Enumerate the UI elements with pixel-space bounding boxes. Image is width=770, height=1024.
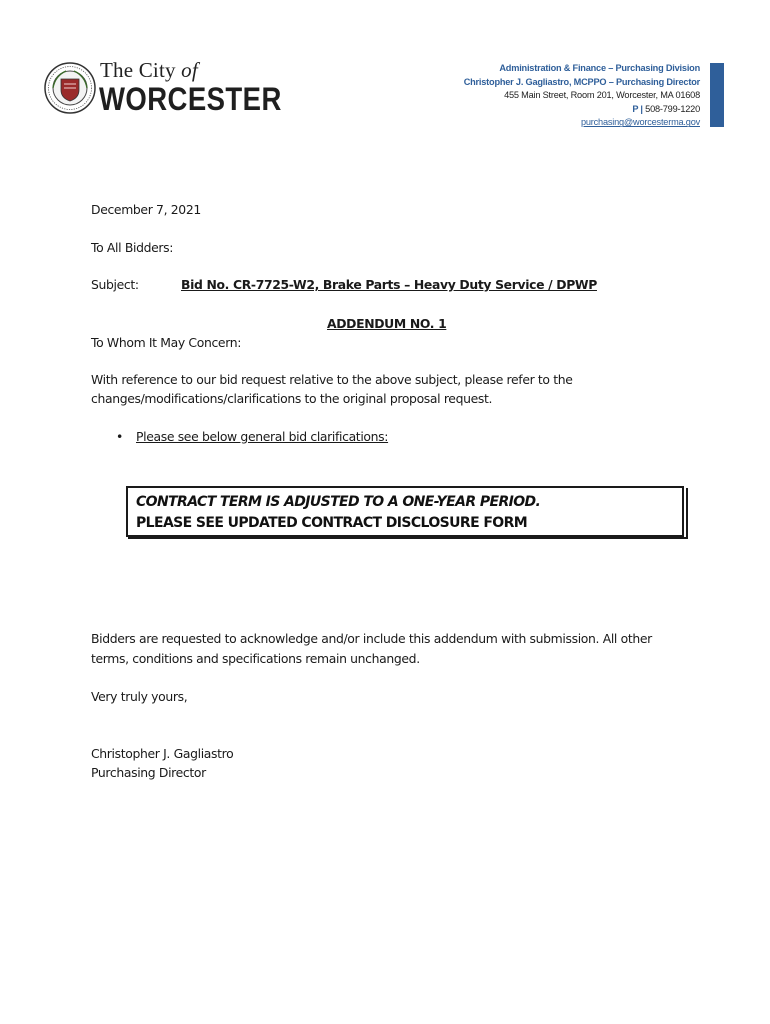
- intro-paragraph-line1: With reference to our bid request relative to the above subject, please refer to the: [91, 372, 573, 387]
- phone-label: P |: [632, 103, 643, 114]
- bullet-icon: •: [116, 429, 123, 444]
- bidders-salutation: To All Bidders:: [91, 240, 174, 255]
- bullet-clarifications: Please see below general bid clarifications:: [136, 429, 389, 444]
- closing-paragraph-line2: terms, conditions and specifications remain unchanged.: [91, 651, 420, 666]
- logo-of: of: [181, 58, 198, 82]
- subject-value: Bid No. CR-7725-W2, Brake Parts – Heavy Duty Service / DPWP: [181, 277, 597, 292]
- contract-notice-box: [126, 486, 684, 537]
- office-address: 455 Main Street, Room 201, Worcester, MA 01608: [504, 90, 700, 101]
- logo-worcester: WORCESTER: [99, 81, 282, 117]
- intro-paragraph-line2: changes/modifications/clarifications to the original proposal request.: [91, 391, 493, 406]
- notice-line-1: CONTRACT TERM IS ADJUSTED TO A ONE-YEAR PERIOD.: [136, 494, 541, 510]
- phone-line: [464, 103, 700, 117]
- director-name: Christopher J. Gagliastro, MCPPO – Purchasing Director: [463, 76, 700, 87]
- letter-date: December 7, 2021: [91, 202, 201, 217]
- addendum-heading: ADDENDUM NO. 1: [327, 316, 447, 331]
- concern-salutation: To Whom It May Concern:: [91, 335, 242, 350]
- signoff: Very truly yours,: [91, 689, 188, 704]
- email-link[interactable]: purchasing@worcesterma.gov: [580, 117, 700, 128]
- department-name: Administration & Finance – Purchasing Division: [499, 63, 700, 73]
- city-seal-icon: [44, 62, 96, 114]
- signer-name: Christopher J. Gagliastro: [91, 746, 234, 761]
- letterhead-accent-bar: [710, 63, 724, 127]
- phone-number: 508-799-1220: [645, 103, 700, 114]
- subject-label: Subject:: [91, 277, 139, 292]
- closing-paragraph-line1: Bidders are requested to acknowledge and/or include this addendum with submission. All other: [91, 631, 652, 646]
- logo-the-city: The City: [100, 58, 176, 82]
- notice-line-2: PLEASE SEE UPDATED CONTRACT DISCLOSURE FORM: [136, 515, 528, 531]
- letterhead-contact-block: [464, 62, 700, 130]
- signer-title: Purchasing Director: [91, 765, 206, 780]
- city-logo-wordmark: [100, 58, 198, 83]
